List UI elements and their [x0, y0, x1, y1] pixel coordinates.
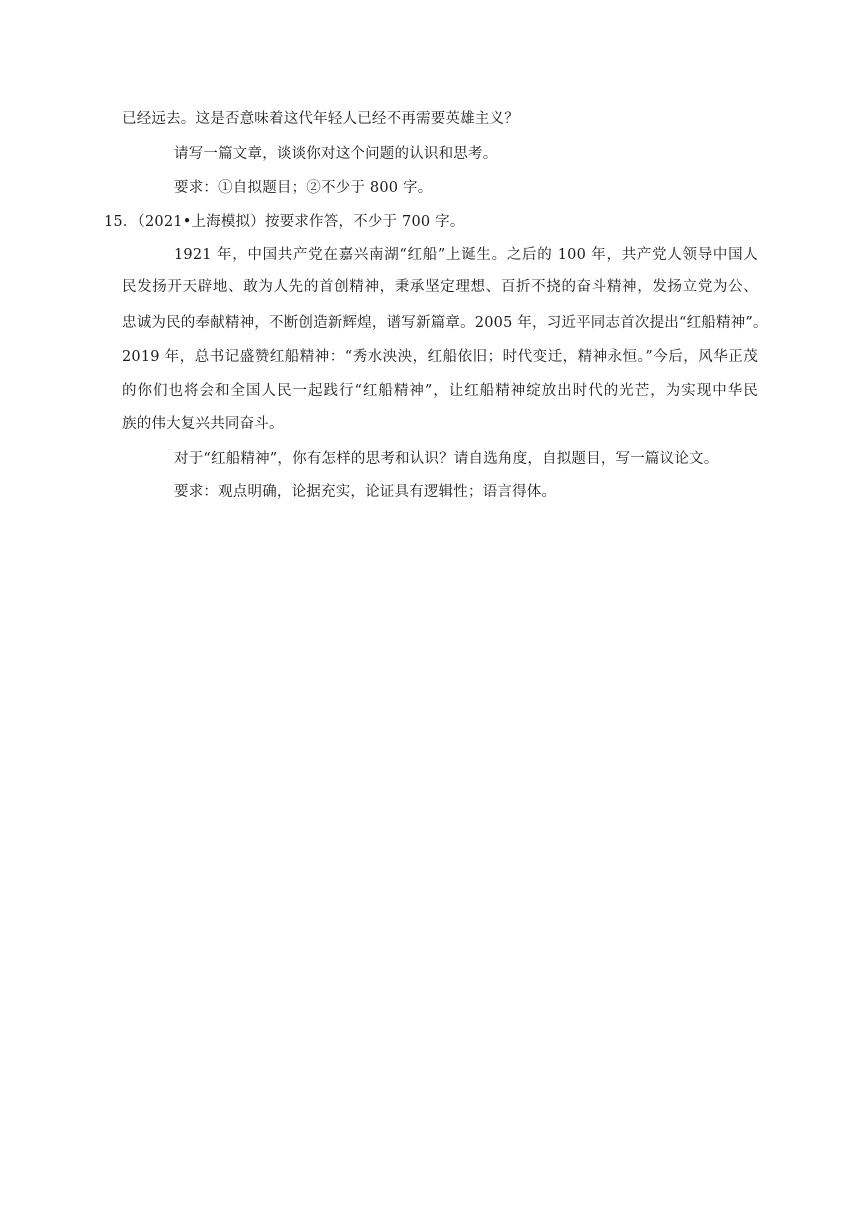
q15-requirement: 要求：观点明确，论据充实，论证具有逻辑性；语言得体。 — [174, 484, 557, 500]
q15-paragraph-line-3: 忠诚为民的奉献精神，不断创造新辉煌，谱写新篇章。2005 年，习近平同志首次提出“红船精神”。 — [122, 315, 768, 331]
q15-paragraph-line-1: 1921 年，中国共产党在嘉兴南湖“红船”上诞生。之后的 100 年，共产党人领导中国人 — [174, 247, 758, 263]
q14-instruction: 请写一篇文章，谈谈你对这个问题的认识和思考。 — [174, 146, 498, 162]
q15-paragraph-line-2: 民发扬开天辟地、敢为人先的首创精神，秉承坚定理想、百折不挠的奋斗精神，发扬立党为公、 — [122, 279, 758, 295]
q15-paragraph-line-5: 的你们也将会和全国人民一起践行“红船精神”，让红船精神绽放出时代的光芒，为实现中华民 — [122, 383, 758, 399]
q14-requirement: 要求：①自拟题目；②不少于 800 字。 — [174, 180, 433, 196]
q15-prompt: 对于“红船精神”，你有怎样的思考和认识？请自选角度，自拟题目，写一篇议论文。 — [174, 451, 719, 467]
q14-tail-line: 已经远去。这是否意味着这代年轻人已经不再需要英雄主义？ — [122, 111, 519, 127]
q15-header: 15．（2021•上海模拟）按要求作答，不少于 700 字。 — [104, 214, 465, 230]
q15-paragraph-line-4: 2019 年，总书记盛赞红船精神：“秀水泱泱，红船依旧；时代变迁，精神永恒。”今后，风华正茂 — [122, 349, 758, 365]
q15-paragraph-line-6: 族的伟大复兴共同奋斗。 — [122, 416, 284, 432]
